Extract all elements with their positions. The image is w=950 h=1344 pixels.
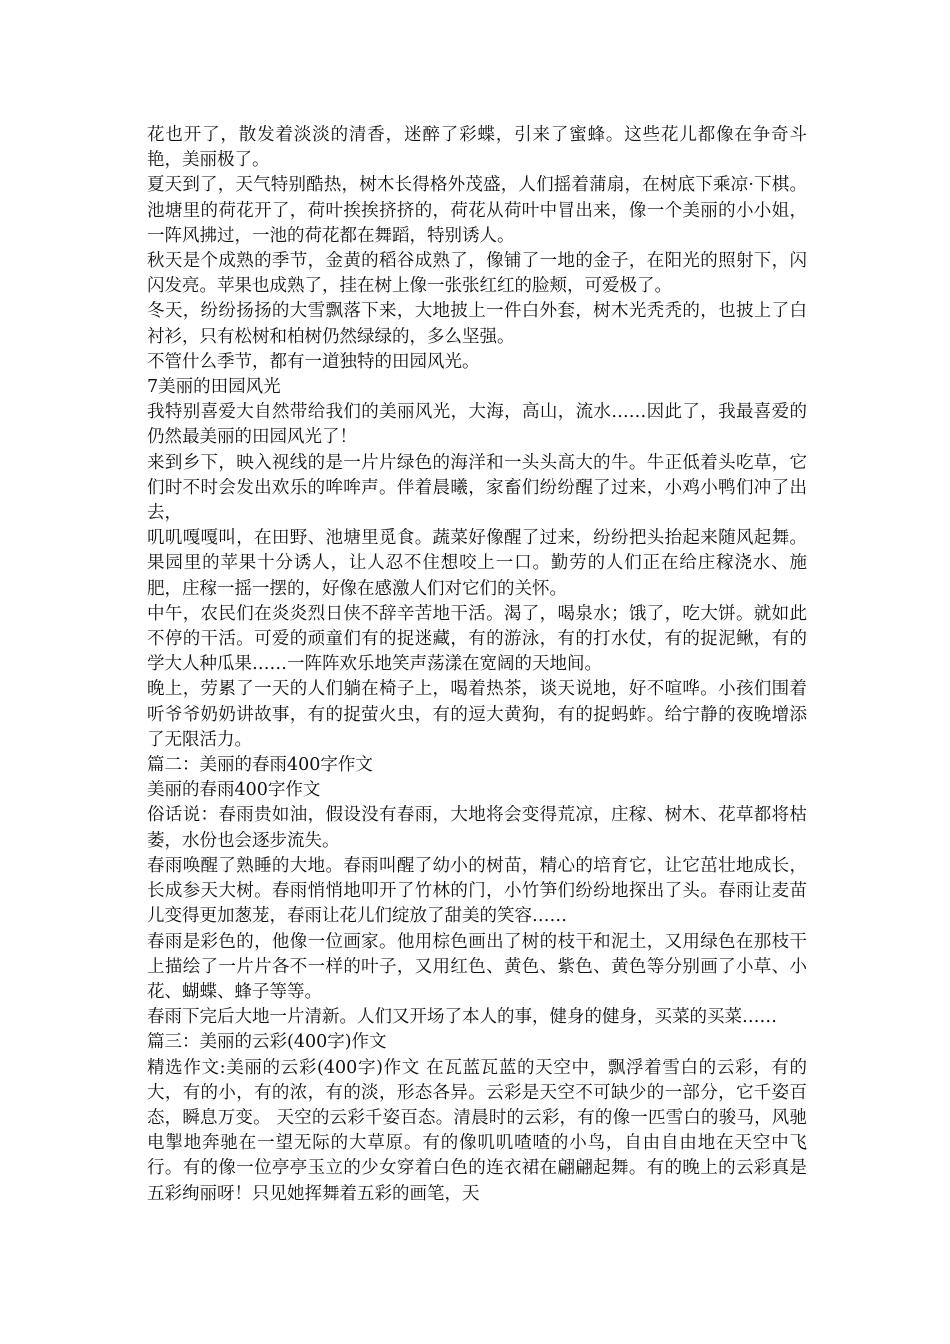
paragraph: 花也开了，散发着淡淡的清香，迷醉了彩蝶，引来了蜜蜂。这些花儿都像在争奇斗艳，美丽极了。 bbox=[147, 125, 807, 171]
paragraph: 精选作文:美丽的云彩(400字)作文 在瓦蓝瓦蓝的天空中，飘浮着雪白的云彩，有的大，有的小，有的浓，有的淡，形态各异。云彩是天空不可缺少的一部分，它千姿百态，瞬息万变。 天空的云彩千姿百态。清晨时的云彩，有的像一匹雪白的骏马，风驰电掣地奔驰在一望无际的大草原。有的像叽叽喳喳的小鸟，自由自由地在天空中飞行。有的像一位亭亭玉立的少女穿着白色的连衣裙在翩翩起舞。有的晚上的云彩真是五彩绚丽呀！只见她挥舞着五彩的画笔，天 bbox=[147, 1057, 807, 1204]
paragraph: 不管什么季节，都有一道独特的田园风光。 bbox=[147, 351, 480, 372]
paragraph: 俗话说：春雨贵如油，假设没有春雨，大地将会变得荒凉，庄稼、树木、花草都将枯萎，水份也会逐步流失。 bbox=[147, 805, 807, 851]
paragraph: 春雨是彩色的，他像一位画家。他用棕色画出了树的枝干和泥土，又用绿色在那枝干上描绘了一片片各不一样的叶子，又用红色、黄色、紫色、黄色等分别画了小草、小花、蝴蝶、蜂子等等。 bbox=[147, 931, 807, 1002]
section-heading: 篇三：美丽的云彩(400字)作文 bbox=[147, 1032, 387, 1053]
paragraph: 来到乡下，映入视线的是一片片绿色的海洋和一头头高大的牛。牛正低着头吃草，它们时不时会发出欢乐的哞哞声。伴着晨曦，家畜们纷纷醒了过来，小鸡小鸭们冲了出去， bbox=[147, 452, 807, 524]
paragraph: 晚上，劳累了一天的人们躺在椅子上，喝着热茶，谈天说地，好不喧哗。小孩们围着听爷爷奶奶讲故事，有的捉萤火虫，有的逗大黄狗，有的捉蚂蚱。给宁静的夜晚增添了无限活力。 bbox=[147, 679, 807, 750]
paragraph: 秋天是个成熟的季节，金黄的稻谷成熟了，像铺了一地的金子，在阳光的照射下，闪闪发亮。苹果也成熟了，挂在树上像一张张红红的脸颊，可爱极了。 bbox=[147, 251, 807, 297]
paragraph: 夏天到了，天气特别酷热，树木长得格外茂盛，人们摇着蒲扇，在树底下乘凉·下棋。池塘里的荷花开了，荷叶挨挨挤挤的，荷花从荷叶中冒出来，像一个美丽的小小姐，一阵风拂过，一池的荷花都在舞蹈，特别诱人。 bbox=[147, 175, 807, 246]
paragraph: 冬天，纷纷扬扬的大雪飘落下来，大地披上一件白外套，树木光秃秃的，也披上了白衬衫，只有松树和柏树仍然绿绿的，多么坚强。 bbox=[147, 301, 807, 347]
section-heading: 7美丽的田园风光 bbox=[147, 377, 281, 398]
paragraph: 我特别喜爱大自然带给我们的美丽风光，大海，高山，流水……因此了，我最喜爱的仍然最美丽的田园风光了！ bbox=[147, 402, 807, 448]
paragraph: 叽叽嘎嘎叫，在田野、池塘里觅食。蔬菜好像醒了过来，纷纷把头抬起来随风起舞。果园里的苹果十分诱人，让人忍不住想咬上一口。勤劳的人们正在给庄稼浇水、施肥，庄稼一摇一摆的，好像在感激人们对它们的关怀。 bbox=[147, 528, 807, 599]
paragraph: 春雨唤醒了熟睡的大地。春雨叫醒了幼小的树苗，精心的培育它，让它茁壮地成长，长成参天大树。春雨悄悄地叩开了竹林的门，小竹笋们纷纷地探出了头。春雨让麦苗儿变得更加葱茏，春雨让花儿们绽放了甜美的笑容…… bbox=[147, 855, 807, 927]
paragraph: 春雨下完后大地一片清新。人们又开场了本人的事，健身的健身，买菜的买菜…… bbox=[147, 1007, 777, 1028]
section-heading: 篇二：美丽的春雨400字作文 bbox=[147, 755, 373, 776]
paragraph: 中午，农民们在炎炎烈日侠不辞辛苦地干活。渴了，喝泉水；饿了，吃大饼。就如此不停的干活。可爱的顽童们有的捉迷藏，有的游泳，有的打水仗，有的捉泥鳅，有的学大人种瓜果……一阵阵欢乐地笑声荡漾在宽阔的天地间。 bbox=[147, 603, 807, 675]
document-body bbox=[147, 123, 807, 1207]
essay-title: 美丽的春雨400字作文 bbox=[147, 780, 321, 801]
